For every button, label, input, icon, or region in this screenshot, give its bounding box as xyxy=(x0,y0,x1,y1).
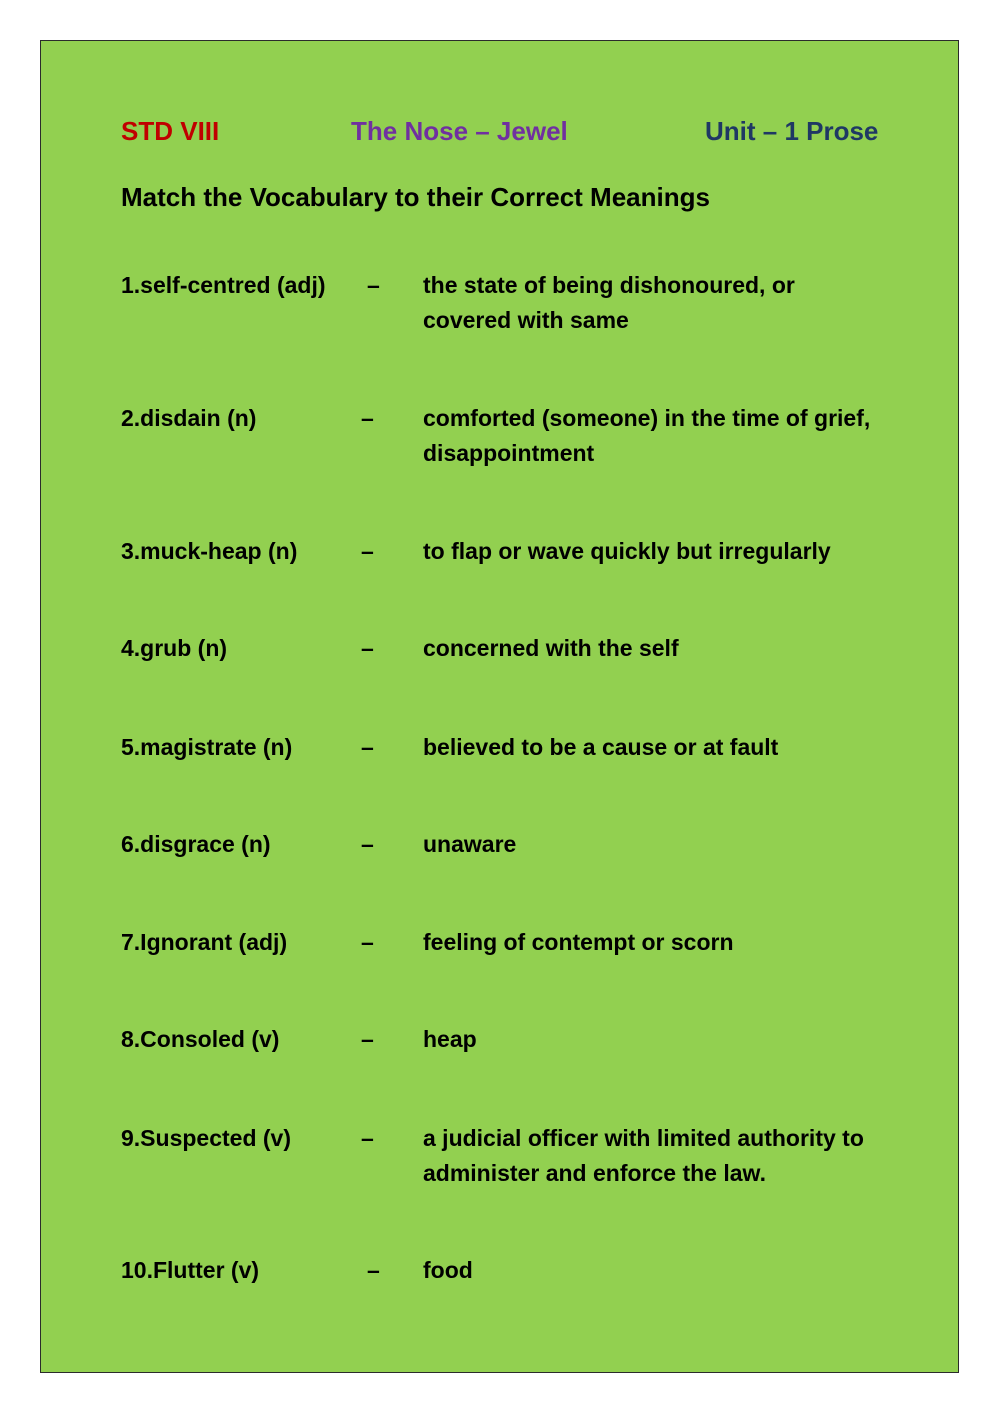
dash-separator: – xyxy=(361,405,374,431)
vocab-term: 6.disgrace (n) xyxy=(121,831,271,857)
vocab-term: 7.Ignorant (adj) xyxy=(121,929,288,955)
dash-separator: – xyxy=(361,734,374,760)
vocab-meaning: believed to be a cause or at fault xyxy=(423,734,779,760)
vocab-meaning: unaware xyxy=(423,831,517,857)
vocab-meaning: heap xyxy=(423,1026,477,1052)
vocab-meaning: comforted (someone) in the time of grief, disappointment xyxy=(423,405,871,466)
dash-separator: – xyxy=(361,1125,374,1151)
dash-separator: – xyxy=(361,831,374,857)
dash-separator: – xyxy=(361,635,374,661)
dash-separator: – xyxy=(361,929,374,955)
vocab-term: 4.grub (n) xyxy=(121,635,228,661)
vocab-term: 1.self-centred (adj) xyxy=(121,272,326,298)
vocab-term: 9.Suspected (v) xyxy=(121,1125,291,1151)
vocab-term: 5.magistrate (n) xyxy=(121,734,293,760)
vocab-meaning: feeling of contempt or scorn xyxy=(423,929,734,955)
dash-separator: – xyxy=(361,1026,374,1052)
vocab-meaning: food xyxy=(423,1257,473,1283)
vocab-term: 3.muck-heap (n) xyxy=(121,538,298,564)
vocab-meaning: concerned with the self xyxy=(423,635,679,661)
dash-separator: – xyxy=(367,1257,380,1283)
lesson-title: The Nose – Jewel xyxy=(351,116,568,146)
vocab-meaning: the state of being dishonoured, or covered with same xyxy=(423,272,795,333)
vocab-term: 8.Consoled (v) xyxy=(121,1026,280,1052)
vocab-term: 10.Flutter (v) xyxy=(121,1257,260,1283)
instruction-heading: Match the Vocabulary to their Correct Meanings xyxy=(121,182,710,212)
worksheet-page xyxy=(40,40,959,1373)
vocab-term: 2.disdain (n) xyxy=(121,405,257,431)
unit-label: Unit – 1 Prose xyxy=(705,116,879,146)
class-label: STD VIII xyxy=(121,116,220,146)
vocab-meaning: to flap or wave quickly but irregularly xyxy=(423,538,831,564)
dash-separator: – xyxy=(361,538,374,564)
vocab-meaning: a judicial officer with limited authority to administer and enforce the law. xyxy=(423,1125,864,1186)
dash-separator: – xyxy=(367,272,380,298)
